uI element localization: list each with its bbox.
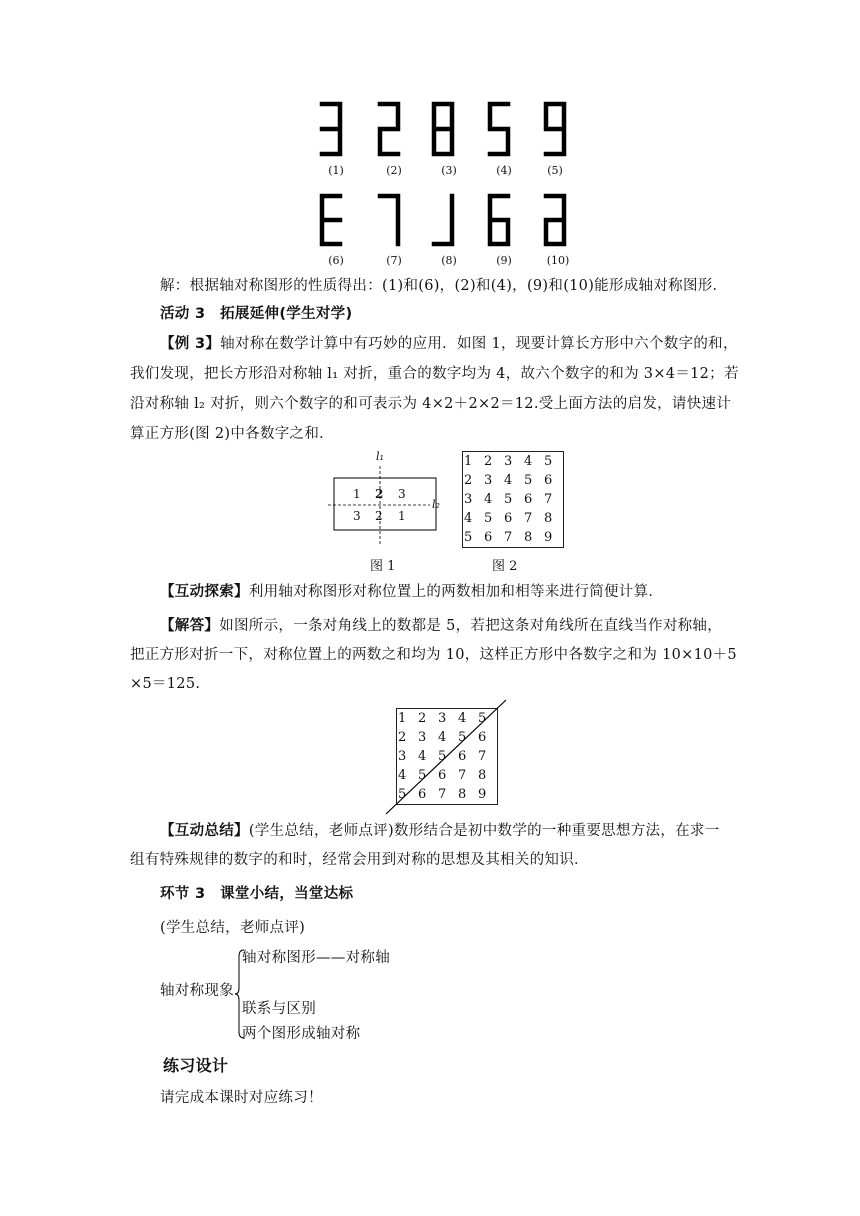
grid-cell: 7 <box>458 768 467 783</box>
grid-cell: 6 <box>484 530 493 545</box>
digit-8 <box>434 104 452 154</box>
grid-cell: 6 <box>544 473 553 488</box>
digit-mirror-l <box>434 196 452 244</box>
grid-cell: 3 <box>504 454 513 469</box>
grid-cell: 3 <box>418 730 427 745</box>
digit-caption-6: (6) <box>328 254 344 267</box>
fig2-table <box>463 452 563 547</box>
grid-cell: 3 <box>484 473 493 488</box>
grid-row <box>463 528 563 547</box>
mindmap-item-1: 轴对称图形——对称轴 <box>242 950 390 966</box>
digit-mirror-2 <box>546 196 564 244</box>
grid-cell: 6 <box>478 730 487 745</box>
grid-cell: 9 <box>544 530 553 545</box>
explore-line <box>160 578 663 606</box>
answer-line1 <box>160 612 722 640</box>
grid-cell: 5 <box>478 711 487 726</box>
grid-cell: 5 <box>458 730 467 745</box>
grid-cell: 6 <box>458 749 467 764</box>
digit-caption-1: (1) <box>328 164 344 177</box>
figure-2-caption: 图 2 <box>492 559 518 574</box>
fig1-cell: 2 <box>375 487 384 501</box>
grid-cell: 6 <box>524 492 533 507</box>
grid-cell: 4 <box>464 511 473 526</box>
summary-line1 <box>160 817 720 845</box>
digit-mirror-3 <box>322 196 340 244</box>
explore-text: 利用轴对称图形对称位置上的两数相加和相等来进行简便计算． <box>248 584 664 600</box>
fig1-l2-label: l₂ <box>432 498 440 511</box>
section3-title: 环节 3 课堂小结，当堂达标 <box>160 886 354 902</box>
grid-row <box>463 452 563 471</box>
grid-cell: 4 <box>418 749 427 764</box>
answer-text1: 如图所示，一条对角线上的数都是 5，若把这条对角线所在直线当作对称轴， <box>219 618 723 634</box>
grid-cell: 4 <box>484 492 493 507</box>
digit-caption-3: (3) <box>441 164 457 177</box>
grid-cell: 5 <box>484 511 493 526</box>
example3-line3: 沿对称轴 l₂ 对折，则六个数字的和可表示为 4×2＋2×2＝12.受上面方法的启发，请快速计 <box>130 396 732 412</box>
digit-caption-10: (10) <box>546 254 570 267</box>
grid-cell: 2 <box>398 730 407 745</box>
digit-caption-5: (5) <box>547 164 563 177</box>
grid-cell: 1 <box>398 711 407 726</box>
grid-cell: 5 <box>544 454 553 469</box>
digit-caption-9: (9) <box>496 254 512 267</box>
activity3-title: 活动 3 拓展延伸(学生对学) <box>160 306 353 322</box>
grid-cell: 5 <box>504 492 513 507</box>
section3-note: (学生总结，老师点评) <box>160 920 306 936</box>
example3-line2: 我们发现，把长方形沿对称轴 l₁ 对折，重合的数字均为 4，故六个数字的和为 3×4＝12；若 <box>130 366 739 382</box>
digit-6 <box>490 196 508 244</box>
summary-tag: 【互动总结】 <box>160 823 249 839</box>
solution-text: 解：根据轴对称图形的性质得出：(1)和(6)，(2)和(4)，(9)和(10)能形成轴对称图形． <box>160 278 728 294</box>
practice-text: 请完成本课时对应练习！ <box>160 1090 323 1106</box>
grid-cell: 4 <box>458 711 467 726</box>
grid-cell: 5 <box>524 473 533 488</box>
digit-caption-2: (2) <box>386 164 402 177</box>
digit-caption-7: (7) <box>386 254 402 267</box>
digit-5 <box>490 104 508 154</box>
grid-row <box>463 490 563 509</box>
grid-cell: 4 <box>504 473 513 488</box>
answer-line3: ×5＝125. <box>130 676 201 692</box>
grid-cell: 5 <box>418 768 427 783</box>
grid-cell: 7 <box>544 492 553 507</box>
summary-text1: (学生总结，老师点评)数形结合是初中数学的一种重要思想方法，在求一 <box>248 823 720 839</box>
grid-cell: 2 <box>418 711 427 726</box>
grid-cell: 4 <box>398 768 407 783</box>
mindmap-item-3: 两个图形成轴对称 <box>242 1026 361 1042</box>
figure-1-caption: 图 1 <box>370 559 396 574</box>
grid-cell: 6 <box>418 787 427 802</box>
grid-cell: 5 <box>438 749 447 764</box>
grid-cell: 6 <box>438 768 447 783</box>
grid-cell: 3 <box>464 492 473 507</box>
digit-caption-4: (4) <box>496 164 512 177</box>
example3-text1: 轴对称在数学计算中有巧妙的应用．如图 1，现要计算长方形中六个数字的和， <box>220 336 738 352</box>
grid-cell: 7 <box>438 787 447 802</box>
grid-cell: 1 <box>464 454 473 469</box>
explore-tag: 【互动探索】 <box>160 584 249 600</box>
fig1-cell: 1 <box>398 509 406 523</box>
summary-line2: 组有特殊规律的数字的和时，经常会用到对称的思想及其相关的知识． <box>130 852 589 868</box>
grid-cell: 7 <box>478 749 487 764</box>
grid-cell: 2 <box>464 473 473 488</box>
segment-digits-figure <box>300 92 600 270</box>
grid-row <box>463 471 563 490</box>
grid-cell: 7 <box>504 530 513 545</box>
fig1-cell: 3 <box>353 509 361 523</box>
fig1-cell: 2 <box>375 509 383 523</box>
grid-cell: 8 <box>458 787 467 802</box>
diagonal-axis-line <box>380 698 510 818</box>
digit-3 <box>322 104 340 154</box>
practice-title: 练习设计 <box>163 1056 229 1075</box>
figure-1 <box>326 450 446 550</box>
grid-cell: 8 <box>478 768 487 783</box>
grid-cell: 3 <box>398 749 407 764</box>
grid-cell: 4 <box>438 730 447 745</box>
grid-cell: 3 <box>438 711 447 726</box>
answer-tag: 【解答】 <box>160 618 220 634</box>
figure-2-grid <box>462 451 564 548</box>
grid-cell: 8 <box>544 511 553 526</box>
answer-line2: 把正方形对折一下，对称位置上的两数之和均为 10，这样正方形中各数字之和为 10×10＋5 <box>130 647 737 663</box>
mindmap-item-2: 联系与区别 <box>242 1001 316 1017</box>
grid-cell: 5 <box>464 530 473 545</box>
digit-9 <box>546 104 564 154</box>
digit-2 <box>380 104 398 154</box>
grid-row <box>463 509 563 528</box>
grid-cell: 5 <box>398 787 407 802</box>
fig1-cell: 1 <box>353 487 361 501</box>
grid-cell: 9 <box>478 787 487 802</box>
grid-cell: 8 <box>524 530 533 545</box>
grid-cell: 6 <box>504 511 513 526</box>
digit-caption-8: (8) <box>441 254 457 267</box>
fig1-cell: 3 <box>398 487 406 501</box>
example3-line4: 算正方形(图 2)中各数字之和． <box>130 426 334 442</box>
grid-cell: 2 <box>484 454 493 469</box>
digit-mirror-7 <box>380 196 398 244</box>
grid-cell: 7 <box>524 511 533 526</box>
grid-cell: 4 <box>524 454 533 469</box>
example3-tag: 【例 3】 <box>160 336 221 352</box>
example3-line1 <box>160 330 738 358</box>
fig1-l1-label: l₁ <box>376 450 384 463</box>
mindmap-root: 轴对称现象 <box>160 983 234 999</box>
